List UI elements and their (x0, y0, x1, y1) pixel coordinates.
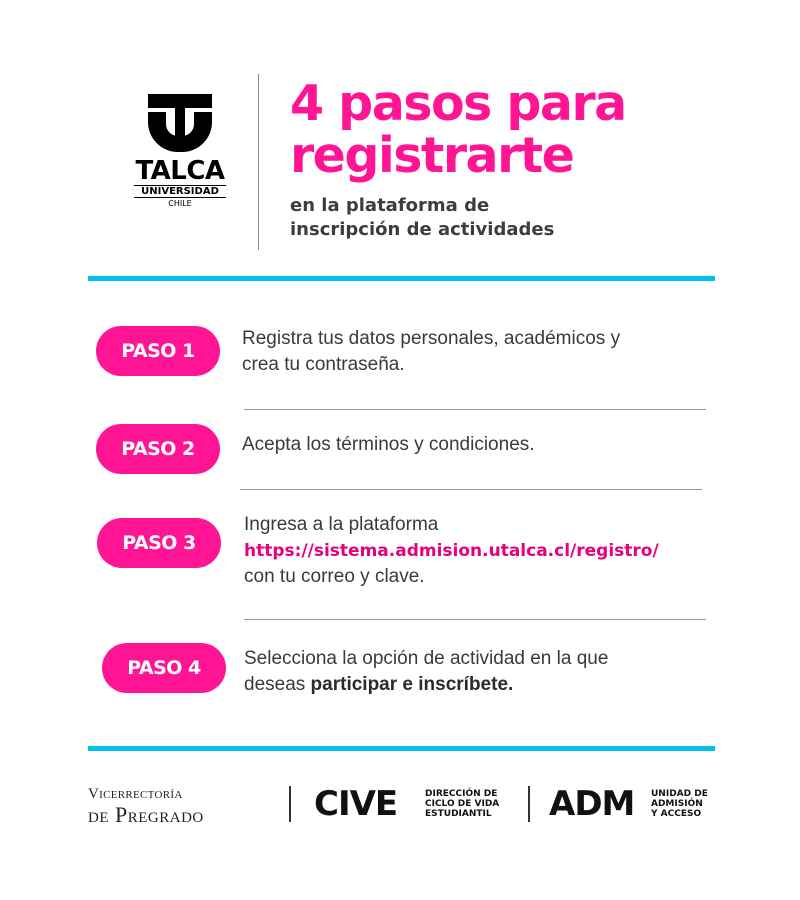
footer-separator-2 (528, 786, 530, 822)
logo-universidad: UNIVERSIDAD (134, 185, 226, 198)
vicerrectoria-logo (88, 786, 268, 828)
step-1-line-1: Registra tus datos personales, académicos y (242, 328, 621, 349)
step-1-badge: PASO 1 (96, 326, 220, 376)
step-2-badge: PASO 2 (96, 424, 220, 474)
subtitle-line-2: inscripción de actividades (290, 219, 555, 240)
page-subtitle (290, 194, 710, 242)
adm-desc-line-2: ADMISIÓN (651, 799, 703, 809)
vicerrectoria-line-2: de Pregrado (88, 802, 204, 827)
adm-logo-text: ADM (549, 784, 635, 824)
step-divider-3 (244, 619, 706, 620)
adm-desc-line-1: UNIDAD DE (651, 789, 708, 799)
cive-desc-line-1: DIRECCIÓN DE (425, 789, 498, 799)
cive-desc-line-2: CICLO DE VIDA (425, 799, 500, 809)
bottom-divider (88, 746, 715, 751)
step-2-text (242, 432, 712, 458)
step-4-text (244, 646, 714, 698)
footer-separator-1 (289, 786, 291, 822)
cive-desc-line-3: ESTUDIANTIL (425, 809, 492, 819)
adm-description (651, 789, 708, 819)
step-3-text (244, 512, 714, 590)
step-3-badge: PASO 3 (97, 518, 221, 568)
step-divider-2 (240, 489, 702, 490)
subtitle-line-1: en la plataforma de (290, 195, 490, 216)
page-title (290, 75, 730, 184)
step-1-line-2: crea tu contraseña. (242, 354, 405, 375)
vicerrectoria-line-1: Vicerrectoría (88, 786, 183, 802)
step-4-line-2-plain: deseas (244, 674, 311, 695)
step-2-line-1: Acepta los términos y condiciones. (242, 434, 535, 455)
cive-description (425, 789, 499, 819)
utalca-emblem-icon (148, 94, 212, 152)
step-3-line-1: Ingresa a la plataforma (244, 514, 439, 535)
step-4-line-1: Selecciona la opción de actividad en la que (244, 648, 609, 669)
step-1-text (242, 326, 712, 378)
logo-country: CHILE (168, 199, 192, 208)
step-4-badge: PASO 4 (102, 643, 226, 693)
logo-name: TALCA (135, 156, 225, 186)
step-3-line-3: con tu correo y clave. (244, 566, 425, 587)
step-divider-1 (244, 409, 706, 410)
top-divider (88, 276, 715, 281)
adm-desc-line-3: Y ACCESO (651, 809, 702, 819)
registration-link[interactable]: https://sistema.admision.utalca.cl/registro/ (244, 541, 659, 561)
header-divider (258, 74, 259, 250)
title-line-2: registrarte (290, 127, 574, 184)
utalca-logo (130, 94, 230, 209)
step-4-line-2-bold: participar e inscríbete. (310, 674, 514, 695)
step-4-line-2 (244, 672, 714, 698)
cive-logo-text: CIVE (314, 784, 398, 824)
title-line-1: 4 pasos para (290, 75, 626, 132)
